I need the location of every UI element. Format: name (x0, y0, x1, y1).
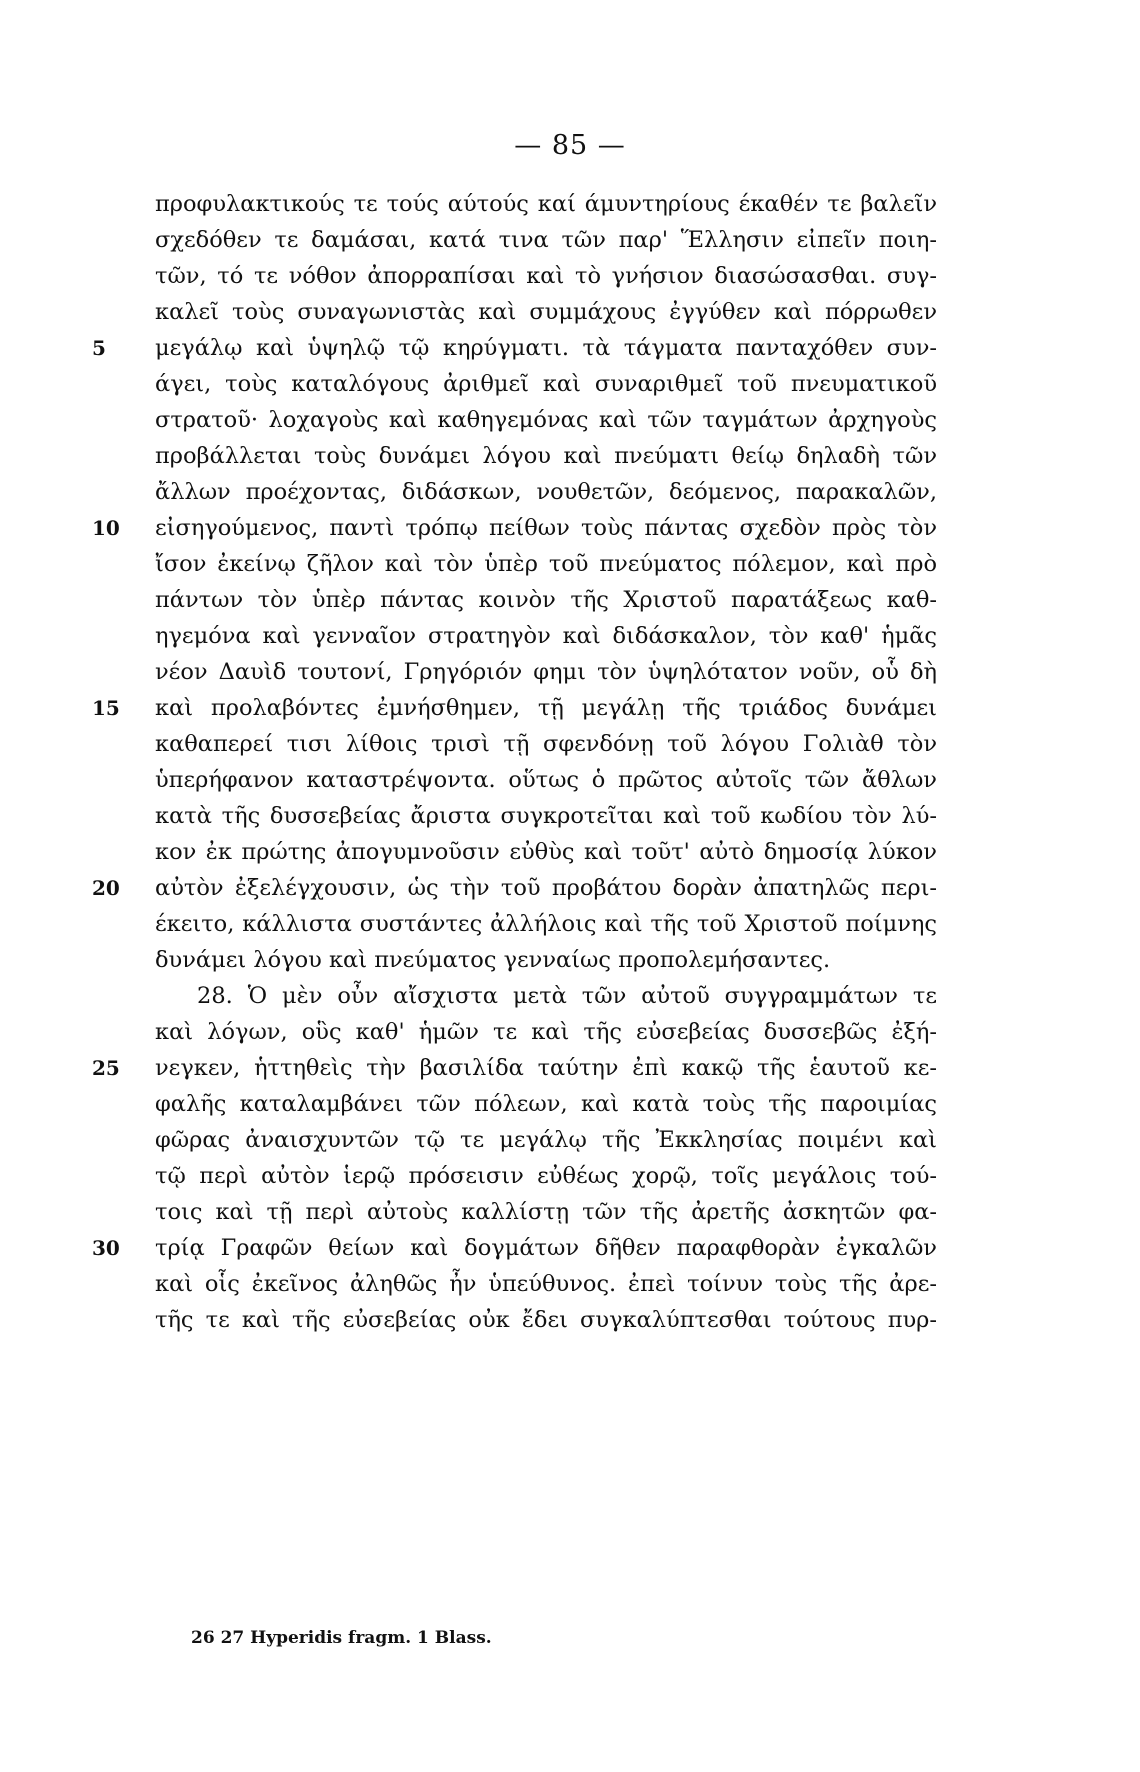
line-number: 25 (92, 1056, 120, 1080)
text-line: ἄλλων προέχοντας, διδάσκων, νουθετῶν, δεόμενος, παρακαλῶν, (155, 479, 937, 505)
page-number: — 85 — (514, 130, 626, 161)
text-line: τοις καὶ τῇ περὶ αὐτοὺς καλλίστῃ τῶν τῆς ἀρετῆς ἀσκητῶν φα- (155, 1199, 937, 1225)
text-line: κατὰ τῆς δυσσεβείας ἄριστα συγκροτεῖται καὶ τοῦ κωδίου τὸν λύ- (155, 803, 937, 829)
text-line: φαλῆς καταλαμβάνει τῶν πόλεων, καὶ κατὰ τοὺς τῆς παροιμίας (155, 1091, 937, 1117)
text-line: προφυλακτικούς τε τούς αύτούς καί άμυντηρίους έκαθέν τε βαλεῖν (155, 191, 937, 217)
text-line: κον ἐκ πρώτης ἀπογυμνοῦσιν εὐθὺς καὶ τοῦτ' αὐτὸ δημοσίᾳ λύκον (155, 839, 937, 865)
text-line: δυνάμει λόγου καὶ πνεύματος γενναίως προπολεμήσαντες. (155, 947, 831, 973)
paragraph-start-line: 28. Ὁ μὲν οὖν αἴσχιστα μετὰ τῶν αὐτοῦ συγγραμμάτων τε (197, 983, 937, 1009)
text-line: νεγκεν, ἡττηθεὶς τὴν βασιλίδα ταύτην ἐπὶ κακῷ τῆς ἑαυτοῦ κε- (155, 1055, 937, 1081)
text-line: καὶ οἷς ἐκεῖνος ἀληθῶς ἦν ὑπεύθυνος. ἐπεὶ τοίνυν τοὺς τῆς ἀρε- (155, 1271, 937, 1297)
text-line: νέον Δαυὶδ τουτονί, Γρηγόριόν φημι τὸν ὑψηλότατον νοῦν, οὗ δὴ (155, 659, 937, 685)
text-line: εἰσηγούμενος, παντὶ τρόπῳ πείθων τοὺς πάντας σχεδὸν πρὸς τὸν (155, 515, 937, 541)
text-line: έκειτο, κάλλιστα συστάντες ἀλλήλοις καὶ τῆς τοῦ Χριστοῦ ποίμνης (155, 911, 937, 937)
text-line: προβάλλεται τοὺς δυνάμει λόγου καὶ πνεύματι θείῳ δηλαδὴ τῶν (155, 443, 937, 469)
text-line: καὶ προλαβόντες ἐμνήσθημεν, τῇ μεγάλῃ τῆς τριάδος δυνάμει (155, 695, 937, 721)
text-line: σχεδόθεν τε δαμάσαι, κατά τινα τῶν παρ' Ἕλλησιν εἰπεῖν ποιη- (155, 227, 937, 253)
text-line: ηγεμόνα καὶ γενναῖον στρατηγὸν καὶ διδάσκαλον, τὸν καθ' ἡμᾶς (155, 623, 937, 649)
line-number: 5 (92, 336, 106, 360)
text-line: ὑπερήφανον καταστρέψοντα. οὕτως ὁ πρῶτος αὐτοῖς τῶν ἄθλων (155, 767, 937, 793)
footnote: 26 27 Hyperidis fragm. 1 Blass. (191, 1628, 492, 1648)
line-number: 10 (92, 516, 120, 540)
text-line: ἴσον ἐκείνῳ ζῆλον καὶ τὸν ὑπὲρ τοῦ πνεύματος πόλεμον, καὶ πρὸ (155, 551, 937, 577)
text-line: στρατοῦ· λοχαγοὺς καὶ καθηγεμόνας καὶ τῶν ταγμάτων ἀρχηγοὺς (155, 407, 937, 433)
text-line: τῷ περὶ αὐτὸν ἱερῷ πρόσεισιν εὐθέως χορῷ, τοῖς μεγάλοις τού- (155, 1163, 937, 1189)
line-number: 15 (92, 696, 120, 720)
text-line: τῶν, τό τε νόθον ἀπορραπίσαι καὶ τὸ γνήσιον διασώσασθαι. συγ- (155, 263, 937, 289)
text-line: μεγάλῳ καὶ ὑψηλῷ τῷ κηρύγματι. τὰ τάγματα πανταχόθεν συν- (155, 335, 937, 361)
text-line: φῶρας ἀναισχυντῶν τῷ τε μεγάλῳ τῆς Ἐκκλησίας ποιμένι καὶ (155, 1127, 937, 1153)
text-line: καὶ λόγων, οὓς καθ' ἡμῶν τε καὶ τῆς εὐσεβείας δυσσεβῶς ἐξή- (155, 1019, 937, 1045)
text-line: άγει, τοὺς καταλόγους ἀριθμεῖ καὶ συναριθμεῖ τοῦ πνευματικοῦ (155, 371, 937, 397)
text-line: πάντων τὸν ὑπὲρ πάντας κοινὸν τῆς Χριστοῦ παρατάξεως καθ- (155, 587, 937, 613)
text-line: καλεῖ τοὺς συναγωνιστὰς καὶ συμμάχους ἐγγύθεν καὶ πόρρωθεν (155, 299, 937, 325)
text-line: αὐτὸν ἐξελέγχουσιν, ὡς τὴν τοῦ προβάτου δορὰν ἀπατηλῶς περι- (155, 875, 937, 901)
text-line: τρίᾳ Γραφῶν θείων καὶ δογμάτων δῆθεν παραφθορὰν ἐγκαλῶν (155, 1235, 937, 1261)
line-number: 20 (92, 876, 120, 900)
line-number: 30 (92, 1236, 120, 1260)
text-line: τῆς τε καὶ τῆς εὐσεβείας οὐκ ἔδει συγκαλύπτεσθαι τούτους πυρ- (155, 1307, 937, 1333)
text-line: καθαπερεί τισι λίθοις τρισὶ τῇ σφενδόνῃ τοῦ λόγου Γολιὰθ τὸν (155, 731, 937, 757)
